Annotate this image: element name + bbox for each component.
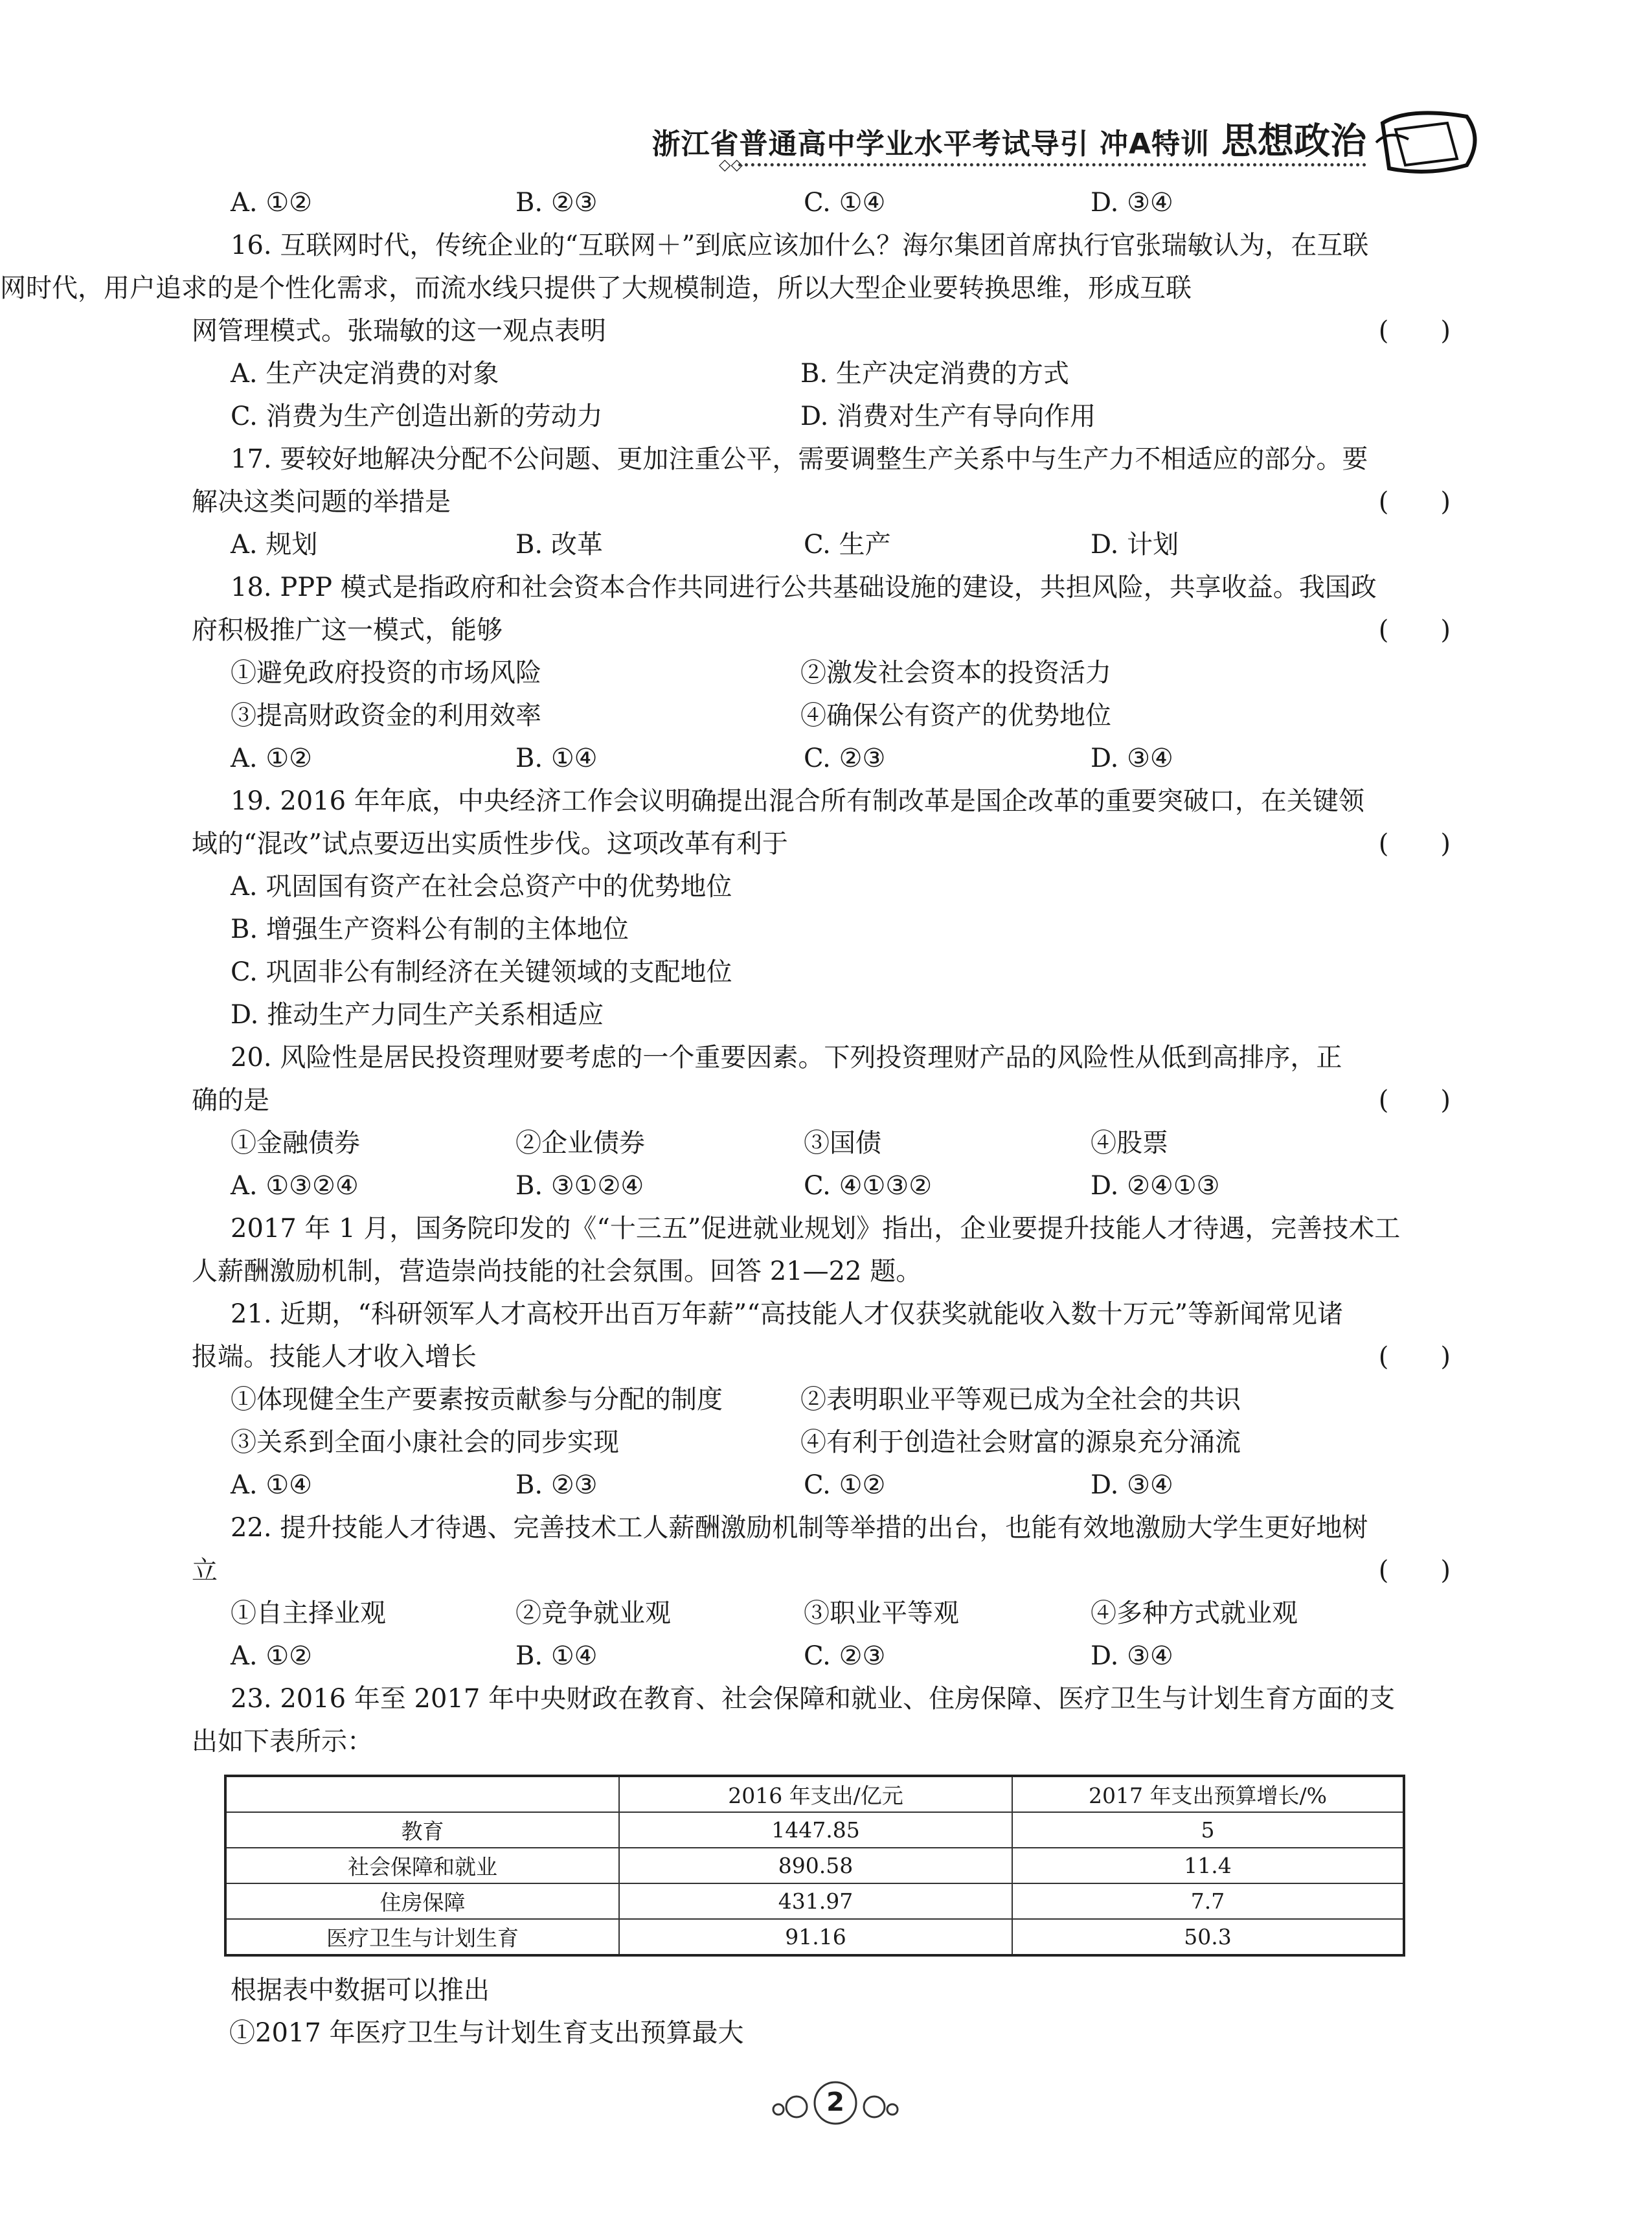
statement: ②竞争就业观 (515, 1598, 671, 1628)
answer-blank: ( ) (1378, 316, 1451, 346)
answer-blank: ( ) (1378, 1342, 1451, 1372)
table-header-cell (225, 1776, 619, 1812)
inference-prompt: 根据表中数据可以推出 (231, 1975, 490, 2005)
options-row (231, 395, 1451, 438)
option: A. 巩固国有资产在社会总资产中的优势地位 (231, 872, 732, 902)
option: A. 生产决定消费的对象 (231, 359, 499, 389)
statement: ④股票 (1091, 1128, 1168, 1158)
table-cell: 社会保障和就业 (225, 1848, 619, 1883)
after-table-text (231, 1969, 744, 2054)
option: D. ②④①③ (1091, 1171, 1220, 1201)
question-22-line: 立 ( ) (231, 1549, 1451, 1592)
question-22-line: 22. 提升技能人才待遇、完善技术工人薪酬激励机制等举措的出台，也能有效地激励大学生更好地树 (231, 1513, 1368, 1543)
page-number-badge (771, 2076, 900, 2134)
statement: ②表明职业平等观已成为全社会的共识 (800, 1385, 1241, 1414)
statement: ③关系到全面小康社会的同步实现 (231, 1427, 619, 1457)
question-21-line: 21. 近期，“科研领军人才高校开出百万年薪”“高技能人才仅获奖就能收入数十万元”等新闻常见诸 (231, 1299, 1344, 1329)
question-20-line: 确的是 ( ) (231, 1079, 1451, 1122)
option: C. 巩固非公有制经济在关键领域的支配地位 (231, 957, 732, 987)
option: C. 消费为生产创造出新的劳动力 (231, 402, 603, 431)
option: B. 增强生产资料公有制的主体地位 (231, 914, 629, 944)
table-cell: 7.7 (1012, 1883, 1404, 1919)
table-row (225, 1919, 1404, 1955)
option: B. ③①②④ (515, 1171, 644, 1201)
option: D. ③④ (1091, 1470, 1173, 1500)
table-cell: 11.4 (1012, 1848, 1404, 1883)
question-23-line: 23. 2016 年至 2017 年中央财政在教育、社会保障和就业、住房保障、医疗卫生与计划生育方面的支 (231, 1684, 1396, 1714)
table-cell: 50.3 (1012, 1919, 1404, 1955)
option: A. ①② (231, 188, 313, 218)
answer-blank: ( ) (1378, 615, 1451, 645)
answer-blank: ( ) (1378, 1556, 1451, 1585)
option: B. ②③ (515, 188, 598, 218)
option: D. 消费对生产有导向作用 (800, 402, 1096, 431)
option: D. ③④ (1091, 744, 1173, 773)
statement: ①2017 年医疗卫生与计划生育支出预算最大 (229, 2018, 744, 2048)
table-cell: 91.16 (619, 1919, 1012, 1955)
answer-blank: ( ) (1378, 487, 1451, 517)
option: D. ③④ (1091, 1641, 1173, 1671)
option: C. ②③ (804, 1641, 886, 1671)
option: B. 改革 (515, 530, 603, 560)
question-19-line: 19. 2016 年年底，中央经济工作会议明确提出混合所有制改革是国企改革的重要突破口，在关键领 (231, 786, 1364, 816)
answer-blank: ( ) (1378, 1085, 1451, 1115)
book-logo-icon (1370, 104, 1483, 178)
question-19-line: 域的“混改”试点要迈出实质性步伐。这项改革有利于 ( ) (231, 823, 1451, 865)
question-16-line: 网时代，用户追求的是个性化需求，而流水线只提供了大规模制造，所以大型企业要转换思维，形成互联 (0, 273, 1192, 303)
options-row (231, 1635, 1451, 1677)
table-header-cell: 2016 年支出/亿元 (619, 1776, 1012, 1812)
option: C. 生产 (804, 530, 891, 560)
option: A. ①③②④ (231, 1171, 359, 1201)
header-dots: ◇◇ (719, 155, 743, 174)
options-row (231, 737, 1451, 780)
question-18-line: 18. PPP 模式是指政府和社会资本合作共同进行公共基础设施的建设，共担风险，共享收益。我国政 (231, 573, 1377, 602)
options-row (231, 352, 1451, 395)
material-intro-line: 人薪酬激励机制，营造崇尚技能的社会氛围。回答 21—22 题。 (192, 1256, 922, 1286)
table-cell: 5 (1012, 1812, 1404, 1848)
question-23-line: 出如下表所示： (192, 1727, 373, 1756)
header-subject: 思想政治 (1221, 120, 1366, 163)
statement: ①体现健全生产要素按贡献参与分配的制度 (231, 1385, 723, 1414)
header-subtitle: 浙江省普通高中学业水平考试导引 冲A特训 (651, 128, 1210, 161)
table-row (225, 1812, 1404, 1848)
table-cell: 431.97 (619, 1883, 1012, 1919)
option: B. 生产决定消费的方式 (800, 359, 1069, 389)
statement: ④多种方式就业观 (1091, 1598, 1298, 1628)
options-row (231, 523, 1451, 566)
option: D. 推动生产力同生产关系相适应 (231, 1000, 604, 1030)
statement: ③提高财政资金的利用效率 (231, 701, 541, 731)
option: D. 计划 (1091, 530, 1179, 560)
answer-blank: ( ) (1378, 829, 1451, 859)
statement: ③国债 (804, 1128, 881, 1158)
question-20-line: 20. 风险性是居民投资理财要考虑的一个重要因素。下列投资理财产品的风险性从低到高排序，正 (231, 1043, 1342, 1073)
table-row (225, 1848, 1404, 1883)
option: B. ②③ (515, 1470, 598, 1500)
statement: ②激发社会资本的投资活力 (800, 658, 1111, 688)
header-title (652, 113, 1366, 165)
table-cell: 教育 (225, 1812, 619, 1848)
question-21-line: 报端。技能人才收入增长 ( ) (231, 1335, 1451, 1378)
statements-row (231, 1592, 1451, 1635)
options-row (231, 1164, 1451, 1207)
question-18-line: 府积极推广这一模式，能够 ( ) (231, 609, 1451, 652)
table-cell: 1447.85 (619, 1812, 1012, 1848)
option: C. ②③ (804, 744, 886, 773)
statement: ③职业平等观 (804, 1598, 959, 1628)
option: A. 规划 (231, 530, 318, 560)
question-16-line: 16. 互联网时代，传统企业的“互联网＋”到底应该加什么？海尔集团首席执行官张瑞敏认为，在互联 (231, 231, 1369, 260)
question-17-line: 解决这类问题的举措是 ( ) (231, 481, 1451, 523)
statements-row (231, 652, 1451, 694)
table-row (225, 1883, 1404, 1919)
option: A. ①④ (231, 1470, 313, 1500)
statement: ①金融债券 (231, 1128, 360, 1158)
question-17-line: 17. 要较好地解决分配不公问题、更加注重公平，需要调整生产关系中与生产力不相适应的部分。要 (231, 444, 1368, 474)
statements-row (231, 1122, 1451, 1164)
option: B. ①④ (515, 1641, 598, 1671)
page-number: 2 (826, 2087, 844, 2117)
statement: ④有利于创造社会财富的源泉充分涌流 (800, 1427, 1241, 1457)
header-rule (738, 163, 1366, 166)
statement: ①自主择业观 (231, 1598, 386, 1628)
options-row (231, 181, 1451, 224)
question-body (0, 181, 1451, 1763)
question-16-line: 网管理模式。张瑞敏的这一观点表明 ( ) (231, 310, 1451, 352)
statement: ②企业债券 (515, 1128, 645, 1158)
option: C. ④①③② (804, 1171, 933, 1201)
statements-row (231, 1378, 1451, 1421)
option: A. ①② (231, 744, 313, 773)
statements-row (231, 1421, 1451, 1464)
option: B. ①④ (515, 744, 598, 773)
option: C. ①② (804, 1470, 886, 1500)
option: D. ③④ (1091, 188, 1173, 218)
table-cell: 医疗卫生与计划生育 (225, 1919, 619, 1955)
option: A. ①② (231, 1641, 313, 1671)
statements-row (231, 694, 1451, 737)
statement: ④确保公有资产的优势地位 (800, 701, 1111, 731)
material-intro-line: 2017 年 1 月，国务院印发的《“十三五”促进就业规划》指出，企业要提升技能人才待遇，完善技术工 (231, 1214, 1401, 1244)
table-header-cell: 2017 年支出预算增长/% (1012, 1776, 1404, 1812)
expenditure-table (224, 1775, 1405, 1957)
options-row (231, 1464, 1451, 1506)
table-cell: 住房保障 (225, 1883, 619, 1919)
page-header (651, 104, 1483, 181)
table-cell: 890.58 (619, 1848, 1012, 1883)
statement: ①避免政府投资的市场风险 (231, 658, 541, 688)
option: C. ①④ (804, 188, 886, 218)
table-header-row (225, 1776, 1404, 1812)
